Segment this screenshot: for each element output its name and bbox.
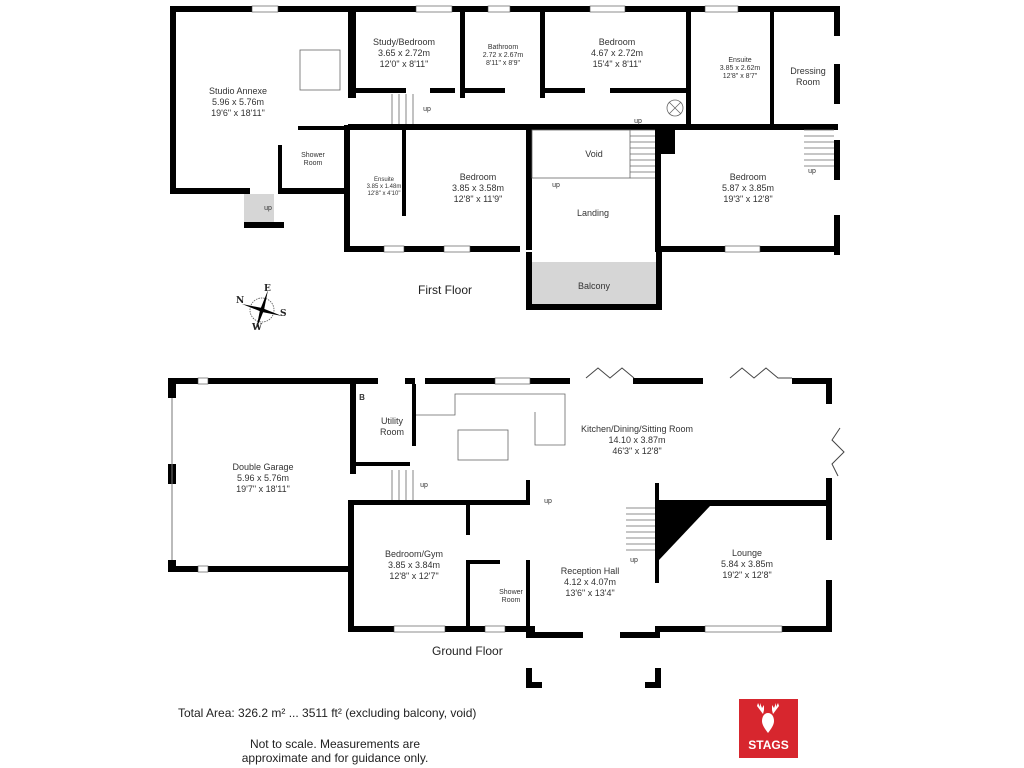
room-ensuite-small — [367, 177, 402, 198]
room-name: Shower Room — [499, 589, 523, 604]
room-name: Ensuite — [373, 177, 394, 183]
room-shower-room — [496, 589, 526, 605]
room-metric: 3.85 x 2.62m — [719, 65, 761, 72]
room-metric: 5.96 x 5.76m — [236, 473, 290, 483]
room-name: Dressing Room — [790, 66, 826, 87]
room-imperial: 12'8" x 4'10" — [367, 191, 401, 197]
room-imperial: 8'11" x 8'9" — [486, 60, 520, 67]
room-imperial: 19'7" x 18'11" — [236, 484, 290, 494]
total-area-text: Total Area: 326.2 m² ... 3511 ft² (excluding balcony, void) — [178, 706, 477, 720]
room-name: Void — [585, 149, 603, 159]
room-ensuite-master — [720, 57, 760, 81]
room-dressing-room — [788, 66, 828, 88]
room-name: Landing — [576, 208, 610, 218]
room-name: Bedroom — [729, 172, 767, 182]
compass-south: S — [280, 309, 287, 319]
room-imperial: 12'0" x 8'11" — [379, 59, 429, 69]
compass-north: N — [236, 296, 245, 306]
room-name: Bedroom — [598, 37, 636, 47]
room-reception-hall — [561, 566, 620, 599]
stair-up-label: up — [808, 168, 816, 175]
room-utility-room — [375, 416, 409, 438]
room-name: Lounge — [731, 548, 763, 558]
room-balcony — [578, 281, 610, 292]
disclaimer-line-2: approximate and for guidance only. — [241, 751, 429, 765]
room-shower-room-annexe — [298, 152, 328, 168]
room-name: Study/Bedroom — [372, 37, 436, 47]
room-imperial: 19'2" x 12'8" — [722, 570, 772, 580]
room-imperial: 12'8" x 8'7" — [722, 73, 758, 80]
room-metric: 4.12 x 4.07m — [563, 577, 617, 587]
stair-up-label: up — [420, 482, 428, 489]
room-name: Reception Hall — [560, 566, 620, 576]
room-bedroom-gym — [385, 549, 443, 582]
room-studio-annexe — [209, 86, 267, 119]
room-imperial: 46'3" x 12'8" — [612, 446, 662, 456]
room-study-bedroom — [373, 37, 435, 70]
room-metric: 3.85 x 1.48m — [366, 184, 402, 190]
compass-east: E — [264, 284, 271, 294]
room-name: Utility Room — [379, 416, 404, 437]
stags-logo — [739, 699, 798, 758]
room-imperial: 15'4" x 8'11" — [592, 59, 642, 69]
room-double-garage — [232, 462, 293, 495]
room-bedroom-3 — [452, 172, 504, 205]
room-metric: 3.85 x 3.58m — [451, 183, 505, 193]
room-metric: 5.84 x 3.85m — [720, 559, 774, 569]
room-imperial: 12'8" x 11'9" — [453, 194, 503, 204]
room-name: Ensuite — [728, 57, 752, 64]
room-metric: 5.87 x 3.85m — [721, 183, 775, 193]
room-bedroom-master — [722, 172, 774, 205]
room-landing — [577, 208, 609, 219]
room-imperial: 19'3" x 12'8" — [723, 194, 773, 204]
stag-head-icon — [739, 699, 798, 739]
disclaimer-line-1: Not to scale. Measurements are — [249, 737, 421, 751]
room-metric: 3.65 x 2.72m — [377, 48, 431, 58]
room-lounge — [721, 548, 773, 581]
stair-up-label: up — [634, 118, 642, 125]
room-name: Kitchen/Dining/Sitting Room — [580, 424, 694, 434]
room-metric: 5.96 x 5.76m — [211, 97, 265, 107]
compass-west: W — [252, 323, 263, 333]
first-floor-title: First Floor — [418, 283, 472, 297]
room-metric: 14.10 x 3.87m — [608, 435, 666, 445]
room-metric: 2.72 x 2.67m — [482, 52, 524, 59]
room-imperial: 12'8" x 12'7" — [389, 571, 439, 581]
room-metric: 3.85 x 3.84m — [387, 560, 441, 570]
boiler-label: B — [359, 393, 365, 402]
room-name: Bedroom/Gym — [384, 549, 444, 559]
logo-brand: STAGS — [748, 738, 789, 752]
compass-rose-icon — [232, 282, 292, 342]
stair-up-label: up — [544, 498, 552, 505]
room-metric: 4.67 x 2.72m — [590, 48, 644, 58]
room-name: Balcony — [577, 281, 611, 291]
room-name: Double Garage — [232, 462, 294, 472]
room-bedroom-2 — [591, 37, 643, 70]
room-imperial: 19'6" x 18'11" — [211, 108, 265, 118]
room-void — [585, 149, 603, 160]
room-name: Studio Annexe — [208, 86, 268, 96]
disclaimer — [235, 737, 435, 765]
stair-up-label: up — [423, 106, 431, 113]
ground-floor-title: Ground Floor — [432, 644, 503, 658]
room-name: Bathroom — [487, 44, 519, 51]
stair-up-label: up — [264, 205, 272, 212]
stair-up-label: up — [630, 557, 638, 564]
room-imperial: 13'6" x 13'4" — [565, 588, 615, 598]
room-name: Shower Room — [301, 152, 325, 167]
room-kitchen-dining-sitting — [581, 424, 693, 457]
room-bathroom — [483, 44, 523, 68]
room-name: Bedroom — [459, 172, 497, 182]
stair-up-label: up — [552, 182, 560, 189]
